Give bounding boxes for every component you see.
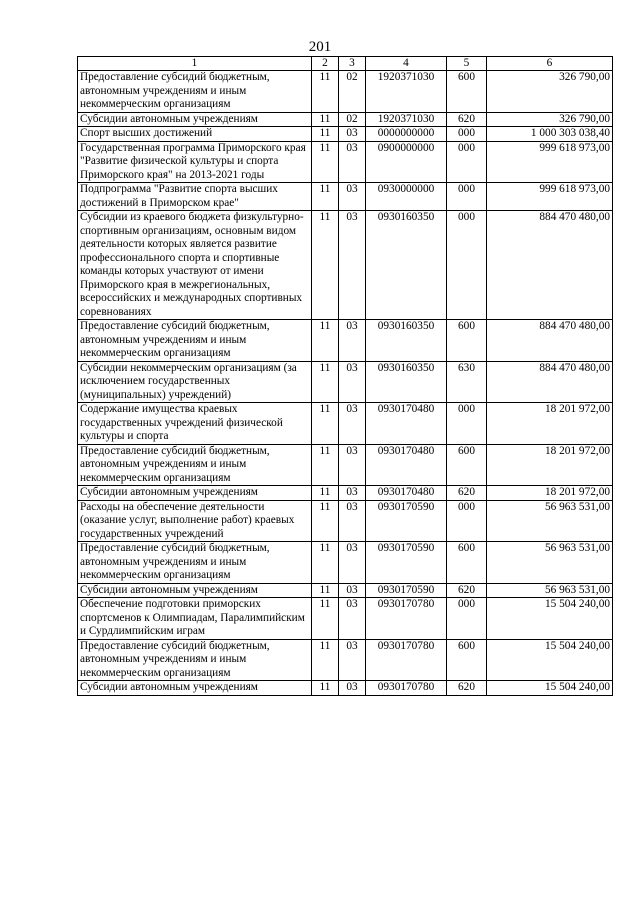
row-amount: 15 504 240,00 — [487, 681, 613, 696]
row-target-code: 0000000000 — [366, 127, 447, 142]
row-expense-type: 600 — [447, 542, 487, 584]
row-name: Предоставление субсидий бюджетным, автономным учреждениям и иным некоммерческим организациям — [78, 320, 312, 362]
row-name: Субсидии автономным учреждениям — [78, 681, 312, 696]
row-name: Предоставление субсидий бюджетным, автономным учреждениям и иным некоммерческим организациям — [78, 444, 312, 486]
row-expense-type: 000 — [447, 598, 487, 640]
table-row — [78, 320, 613, 362]
table-body — [78, 71, 613, 696]
row-section: 11 — [312, 486, 339, 501]
row-subsection: 03 — [339, 486, 366, 501]
row-target-code: 0930170590 — [366, 542, 447, 584]
row-section: 11 — [312, 361, 339, 403]
row-target-code: 1920371030 — [366, 112, 447, 127]
row-section: 11 — [312, 444, 339, 486]
table-row — [78, 639, 613, 681]
header-cell-2: 2 — [312, 57, 339, 71]
header-cell-4: 4 — [366, 57, 447, 71]
table-row — [78, 127, 613, 142]
header-cell-6: 6 — [487, 57, 613, 71]
table-row — [78, 183, 613, 211]
row-expense-type: 620 — [447, 486, 487, 501]
row-subsection: 03 — [339, 211, 366, 320]
table-row — [78, 486, 613, 501]
row-name: Субсидии из краевого бюджета физкультурно-спортивным организациям, основным видом деятельности которых является развитие профессионального спорта и спортивные команды которых участвуют от имени Приморского края в межрегиональных, всероссийских и международных спортивных соревнованиях — [78, 211, 312, 320]
row-name: Содержание имущества краевых государственных учреждений физической культуры и спорта — [78, 403, 312, 445]
row-subsection: 03 — [339, 542, 366, 584]
row-subsection: 03 — [339, 320, 366, 362]
row-amount: 884 470 480,00 — [487, 211, 613, 320]
row-amount: 56 963 531,00 — [487, 583, 613, 598]
row-section: 11 — [312, 583, 339, 598]
row-amount: 999 618 973,00 — [487, 183, 613, 211]
row-amount: 326 790,00 — [487, 112, 613, 127]
row-target-code: 0930170590 — [366, 500, 447, 542]
row-name: Субсидии автономным учреждениям — [78, 486, 312, 501]
row-expense-type: 000 — [447, 403, 487, 445]
table-row — [78, 500, 613, 542]
row-target-code: 0930160350 — [366, 211, 447, 320]
row-target-code: 0930160350 — [366, 361, 447, 403]
header-cell-3: 3 — [339, 57, 366, 71]
row-target-code: 0930170780 — [366, 681, 447, 696]
row-name: Субсидии автономным учреждениям — [78, 583, 312, 598]
row-amount: 884 470 480,00 — [487, 320, 613, 362]
table-row — [78, 444, 613, 486]
row-target-code: 0930170590 — [366, 583, 447, 598]
row-expense-type: 600 — [447, 444, 487, 486]
row-amount: 18 201 972,00 — [487, 403, 613, 445]
table-row — [78, 681, 613, 696]
row-target-code: 0930160350 — [366, 320, 447, 362]
row-name: Спорт высших достижений — [78, 127, 312, 142]
row-target-code: 0930170480 — [366, 444, 447, 486]
row-section: 11 — [312, 127, 339, 142]
row-amount: 15 504 240,00 — [487, 639, 613, 681]
row-name: Субсидии автономным учреждениям — [78, 112, 312, 127]
row-expense-type: 630 — [447, 361, 487, 403]
row-expense-type: 600 — [447, 71, 487, 113]
row-section: 11 — [312, 403, 339, 445]
row-section: 11 — [312, 211, 339, 320]
row-subsection: 03 — [339, 583, 366, 598]
row-section: 11 — [312, 500, 339, 542]
row-expense-type: 000 — [447, 500, 487, 542]
row-name: Предоставление субсидий бюджетным, автономным учреждениям и иным некоммерческим организациям — [78, 71, 312, 113]
table-row — [78, 211, 613, 320]
row-name: Субсидии некоммерческим организациям (за исключением государственных (муниципальных) учреждений) — [78, 361, 312, 403]
row-subsection: 03 — [339, 403, 366, 445]
row-expense-type: 620 — [447, 112, 487, 127]
row-name: Государственная программа Приморского края "Развитие физической культуры и спорта Приморского края" на 2013-2021 годы — [78, 141, 312, 183]
row-subsection: 03 — [339, 681, 366, 696]
row-target-code: 0930170780 — [366, 639, 447, 681]
row-expense-type: 000 — [447, 183, 487, 211]
row-subsection: 03 — [339, 444, 366, 486]
row-expense-type: 600 — [447, 639, 487, 681]
row-amount: 15 504 240,00 — [487, 598, 613, 640]
row-section: 11 — [312, 112, 339, 127]
row-expense-type: 000 — [447, 211, 487, 320]
row-expense-type: 000 — [447, 141, 487, 183]
row-subsection: 03 — [339, 500, 366, 542]
table-row — [78, 141, 613, 183]
table-row — [78, 71, 613, 113]
row-target-code: 0930000000 — [366, 183, 447, 211]
row-expense-type: 620 — [447, 681, 487, 696]
table-row — [78, 583, 613, 598]
row-section: 11 — [312, 542, 339, 584]
table-row — [78, 598, 613, 640]
row-section: 11 — [312, 71, 339, 113]
row-subsection: 03 — [339, 361, 366, 403]
row-subsection: 03 — [339, 127, 366, 142]
row-name: Подпрограмма "Развитие спорта высших достижений в Приморском крае" — [78, 183, 312, 211]
row-section: 11 — [312, 183, 339, 211]
table-row — [78, 361, 613, 403]
table-row — [78, 112, 613, 127]
row-amount: 884 470 480,00 — [487, 361, 613, 403]
row-name: Предоставление субсидий бюджетным, автономным учреждениям и иным некоммерческим организациям — [78, 542, 312, 584]
row-name: Расходы на обеспечение деятельности (оказание услуг, выполнение работ) краевых государственных учреждений — [78, 500, 312, 542]
page-number: 201 — [308, 39, 332, 55]
row-expense-type: 600 — [447, 320, 487, 362]
row-subsection: 03 — [339, 598, 366, 640]
row-target-code: 0930170480 — [366, 486, 447, 501]
row-amount: 18 201 972,00 — [487, 444, 613, 486]
budget-table — [77, 56, 613, 696]
row-target-code: 0930170480 — [366, 403, 447, 445]
row-amount: 999 618 973,00 — [487, 141, 613, 183]
header-cell-1: 1 — [78, 57, 312, 71]
row-subsection: 03 — [339, 183, 366, 211]
row-amount: 326 790,00 — [487, 71, 613, 113]
row-amount: 56 963 531,00 — [487, 542, 613, 584]
row-name: Предоставление субсидий бюджетным, автономным учреждениям и иным некоммерческим организациям — [78, 639, 312, 681]
row-section: 11 — [312, 141, 339, 183]
row-target-code: 0900000000 — [366, 141, 447, 183]
row-subsection: 03 — [339, 639, 366, 681]
row-section: 11 — [312, 598, 339, 640]
row-subsection: 03 — [339, 141, 366, 183]
row-target-code: 1920371030 — [366, 71, 447, 113]
row-expense-type: 620 — [447, 583, 487, 598]
row-subsection: 02 — [339, 112, 366, 127]
header-cell-5: 5 — [447, 57, 487, 71]
row-amount: 1 000 303 038,40 — [487, 127, 613, 142]
row-expense-type: 000 — [447, 127, 487, 142]
row-section: 11 — [312, 681, 339, 696]
table-row — [78, 403, 613, 445]
row-subsection: 02 — [339, 71, 366, 113]
row-section: 11 — [312, 639, 339, 681]
table-header-row — [78, 57, 613, 71]
table-row — [78, 542, 613, 584]
row-amount: 56 963 531,00 — [487, 500, 613, 542]
row-section: 11 — [312, 320, 339, 362]
row-name: Обеспечение подготовки приморских спортсменов к Олимпиадам, Паралимпийским и Сурдлимпийским играм — [78, 598, 312, 640]
row-amount: 18 201 972,00 — [487, 486, 613, 501]
row-target-code: 0930170780 — [366, 598, 447, 640]
